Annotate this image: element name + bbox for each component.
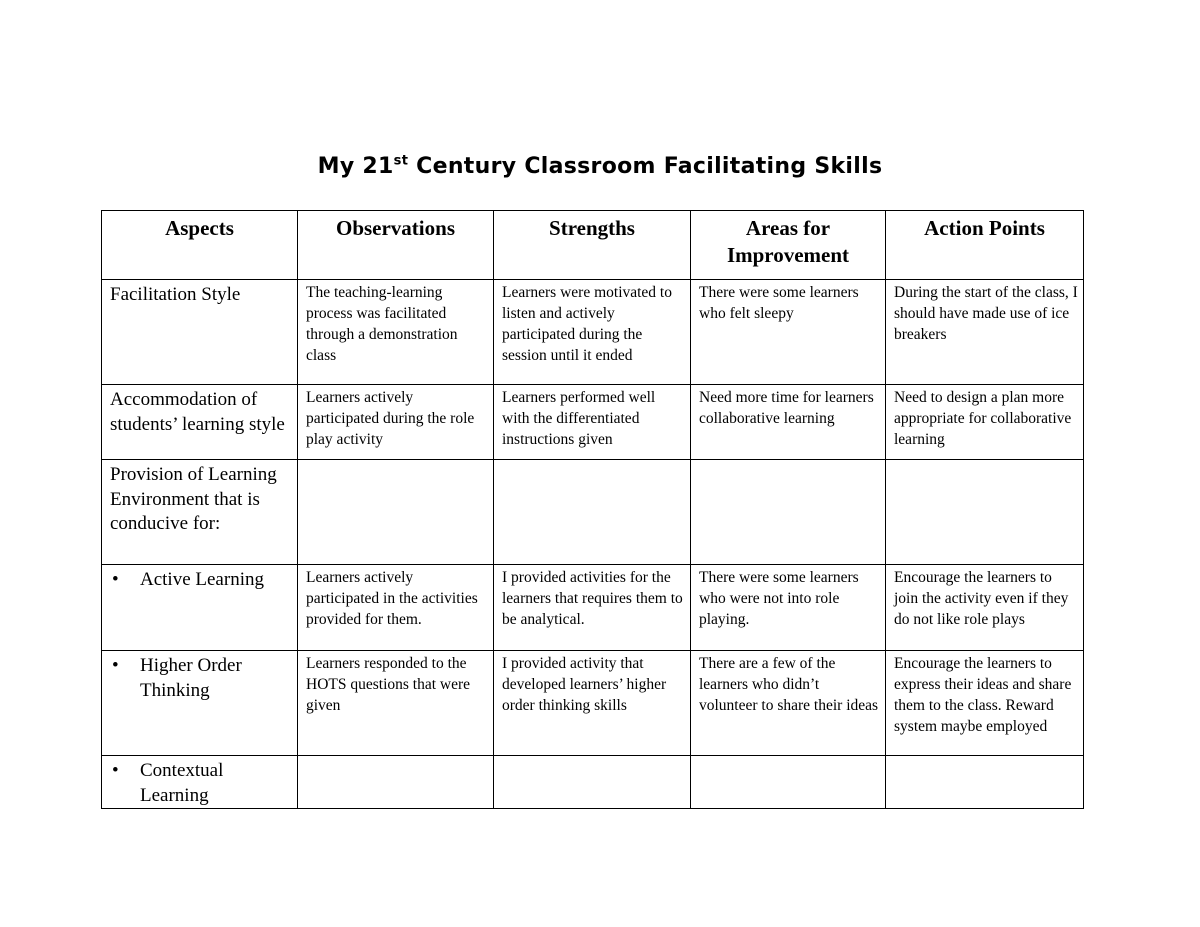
observations-cell: Learners actively participated during the role play activity <box>298 385 494 460</box>
title-superscript: st <box>393 153 409 169</box>
improvement-cell: There are a few of the learners who didn’t volunteer to share their ideas <box>691 651 886 756</box>
table-row <box>102 385 1084 460</box>
header-row <box>102 211 1084 280</box>
header-aspects: Aspects <box>102 211 298 280</box>
bullet-icon: • <box>112 760 119 781</box>
strengths-cell <box>494 756 691 809</box>
header-action-points: Action Points <box>886 211 1084 280</box>
observations-cell: Learners responded to the HOTS questions that were given <box>298 651 494 756</box>
action-cell: During the start of the class, I should have made use of ice breakers <box>886 280 1084 385</box>
action-cell <box>886 756 1084 809</box>
aspect-cell <box>102 756 298 809</box>
aspect-cell <box>102 651 298 756</box>
title-text-suffix: Century Classroom Facilitating Skills <box>408 154 883 179</box>
header-strengths: Strengths <box>494 211 691 280</box>
observations-cell: Learners actively participated in the activities provided for them. <box>298 565 494 651</box>
bullet-icon: • <box>112 655 119 676</box>
aspect-cell: Provision of Learning Environment that is conducive for: <box>102 460 298 565</box>
header-areas-for-improvement: Areas for Improvement <box>691 211 886 280</box>
strengths-cell: Learners performed well with the differentiated instructions given <box>494 385 691 460</box>
aspect-label: Active Learning <box>140 569 264 590</box>
aspect-cell: Accommodation of students’ learning style <box>102 385 298 460</box>
table-row <box>102 280 1084 385</box>
strengths-cell: I provided activity that developed learners’ higher order thinking skills <box>494 651 691 756</box>
improvement-cell <box>691 460 886 565</box>
action-cell: Encourage the learners to express their ideas and share them to the class. Reward system maybe employed <box>886 651 1084 756</box>
strengths-cell: I provided activities for the learners that requires them to be analytical. <box>494 565 691 651</box>
action-cell: Encourage the learners to join the activity even if they do not like role plays <box>886 565 1084 651</box>
improvement-cell: There were some learners who were not into role playing. <box>691 565 886 651</box>
table-row <box>102 460 1084 565</box>
strengths-cell: Learners were motivated to listen and actively participated during the session until it ended <box>494 280 691 385</box>
aspect-cell: Facilitation Style <box>102 280 298 385</box>
table-row <box>102 756 1084 809</box>
action-cell: Need to design a plan more appropriate for collaborative learning <box>886 385 1084 460</box>
improvement-cell: There were some learners who felt sleepy <box>691 280 886 385</box>
header-observations: Observations <box>298 211 494 280</box>
table-row <box>102 565 1084 651</box>
page-title <box>0 154 1200 179</box>
table-row <box>102 651 1084 756</box>
strengths-cell <box>494 460 691 565</box>
observations-cell <box>298 460 494 565</box>
bullet-icon: • <box>112 569 119 590</box>
title-text: My 21 <box>317 154 394 179</box>
observations-cell <box>298 756 494 809</box>
aspect-label: Higher Order Thinking <box>140 655 242 701</box>
aspect-cell <box>102 565 298 651</box>
action-cell <box>886 460 1084 565</box>
skills-table <box>101 210 1084 809</box>
observations-cell: The teaching-learning process was facilitated through a demonstration class <box>298 280 494 385</box>
improvement-cell <box>691 756 886 809</box>
aspect-label: Contextual Learning <box>140 760 224 806</box>
improvement-cell: Need more time for learners collaborative learning <box>691 385 886 460</box>
